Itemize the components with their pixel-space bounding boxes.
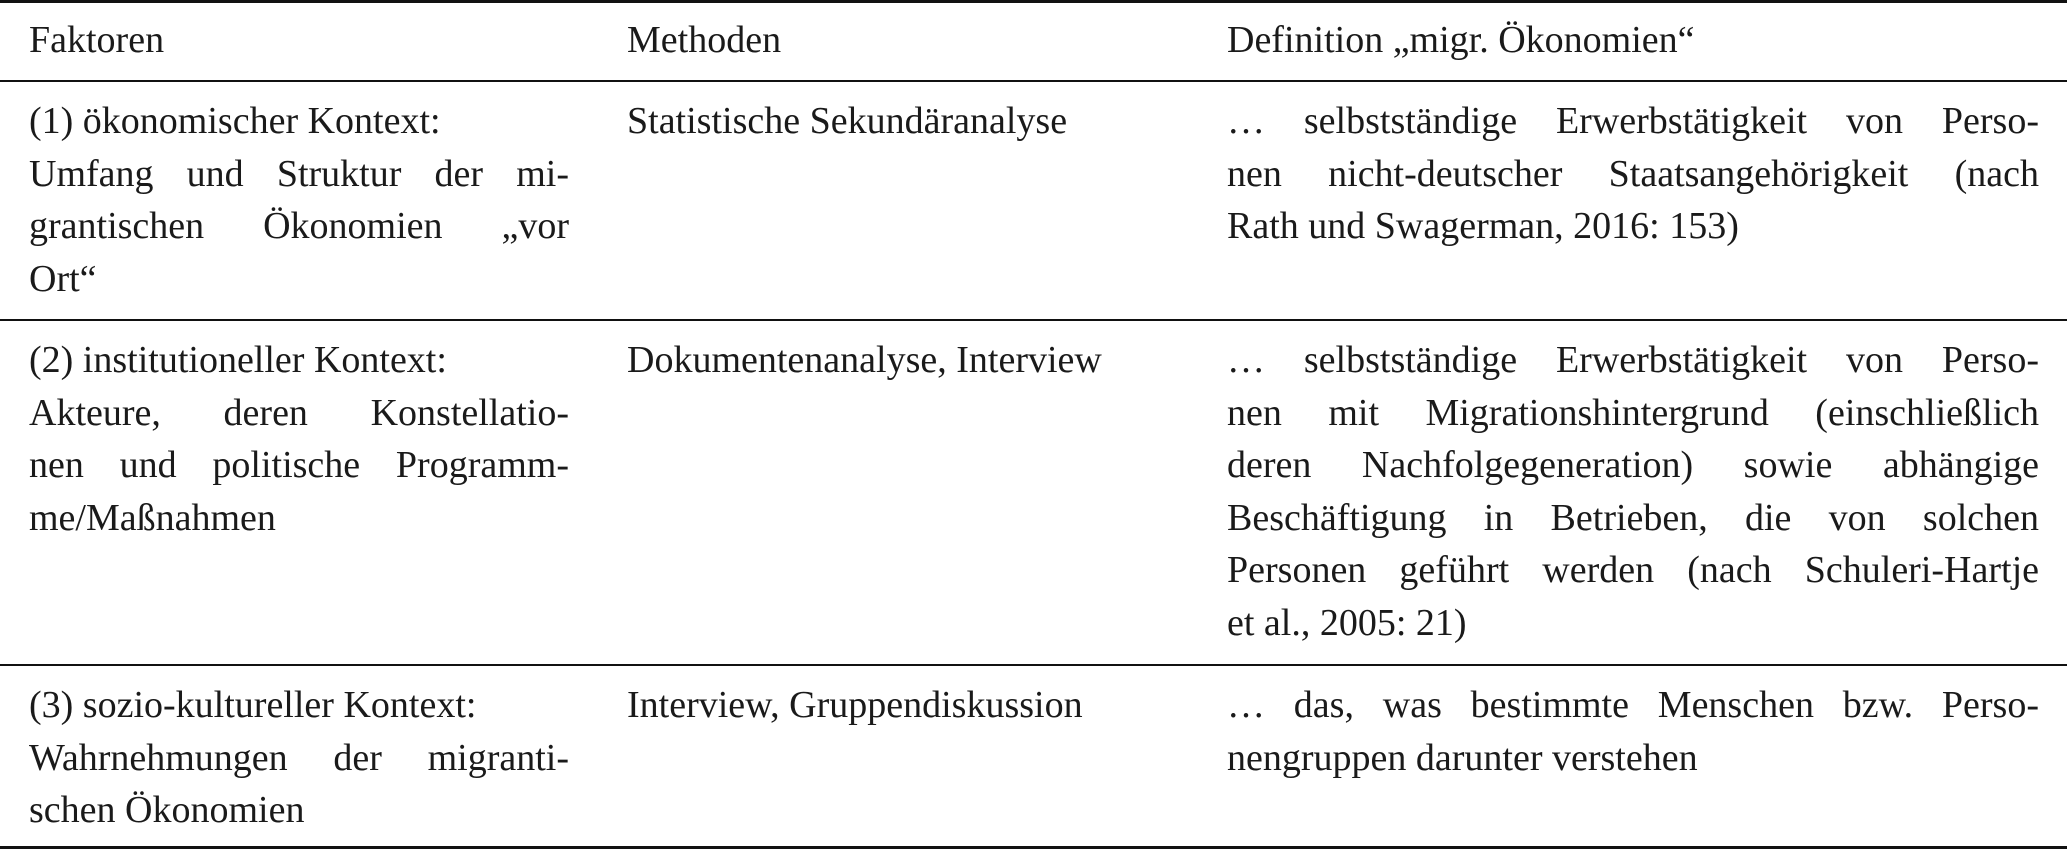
row-2-faktoren-line: me/Maßnahmen xyxy=(29,496,276,539)
row-2-faktoren-line: (2) institutioneller Kontext: xyxy=(29,339,447,381)
row-2-definition-line: deren Nachfolgegeneration) sowie abhängige xyxy=(1227,444,2039,486)
row-1-faktoren-line: grantischen Ökonomien „vor xyxy=(29,205,569,247)
row-2-faktoren xyxy=(29,334,569,544)
row-3-definition xyxy=(1227,679,2039,784)
row-3-definition-line: … das, was bestimmte Menschen bzw. Perso- xyxy=(1227,684,2039,726)
row-3-faktoren-line: (3) sozio-kultureller Kontext: xyxy=(29,684,477,726)
row-1-definition xyxy=(1227,95,2039,253)
row-1-faktoren xyxy=(29,95,569,305)
row-3-faktoren xyxy=(29,679,569,837)
row-2-definition-line: et al., 2005: 21) xyxy=(1227,601,1467,644)
row-2-definition-line: nen mit Migrationshintergrund (einschließlich xyxy=(1227,391,2039,434)
row-3-methoden: Interview, Gruppendiskussion xyxy=(627,684,1083,726)
header-definition: Definition „migr. Ökonomien“ xyxy=(1227,19,1695,61)
row-2-definition-line: … selbstständige Erwerbstätigkeit von Perso- xyxy=(1227,339,2039,381)
row-1-definition-line: Rath und Swagerman, 2016: 153) xyxy=(1227,205,1739,247)
row-rule xyxy=(0,664,2067,666)
row-1-faktoren-line: Ort“ xyxy=(29,257,97,300)
table-top-rule xyxy=(0,0,2067,3)
row-3-definition-line: nengruppen darunter verstehen xyxy=(1227,736,1698,779)
row-2-definition xyxy=(1227,334,2039,649)
row-1-faktoren-line: (1) ökonomischer Kontext: xyxy=(29,100,441,142)
row-1-faktoren-line: Umfang und Struktur der mi- xyxy=(29,152,569,195)
header-methoden: Methoden xyxy=(627,19,782,61)
row-2-methoden: Dokumentenanalyse, Interview xyxy=(627,339,1102,381)
row-1-definition-line: … selbstständige Erwerbstätigkeit von Perso- xyxy=(1227,100,2039,142)
row-rule xyxy=(0,319,2067,321)
header-rule xyxy=(0,80,2067,82)
row-2-faktoren-line: nen und politische Programm- xyxy=(29,444,569,486)
row-3-faktoren-line: Wahrnehmungen der migranti- xyxy=(29,736,569,779)
row-2-faktoren-line: Akteure, deren Konstellatio- xyxy=(29,391,569,434)
table-bottom-rule xyxy=(0,846,2067,849)
row-1-methoden: Statistische Sekundäranalyse xyxy=(627,100,1068,142)
row-2-definition-line: Beschäftigung in Betrieben, die von solchen xyxy=(1227,496,2039,539)
header-faktoren: Faktoren xyxy=(29,19,165,61)
row-2-definition-line: Personen geführt werden (nach Schuleri-Hartje xyxy=(1227,549,2039,591)
row-3-faktoren-line: schen Ökonomien xyxy=(29,789,305,831)
row-1-definition-line: nen nicht-deutscher Staatsangehörigkeit (nach xyxy=(1227,152,2039,195)
